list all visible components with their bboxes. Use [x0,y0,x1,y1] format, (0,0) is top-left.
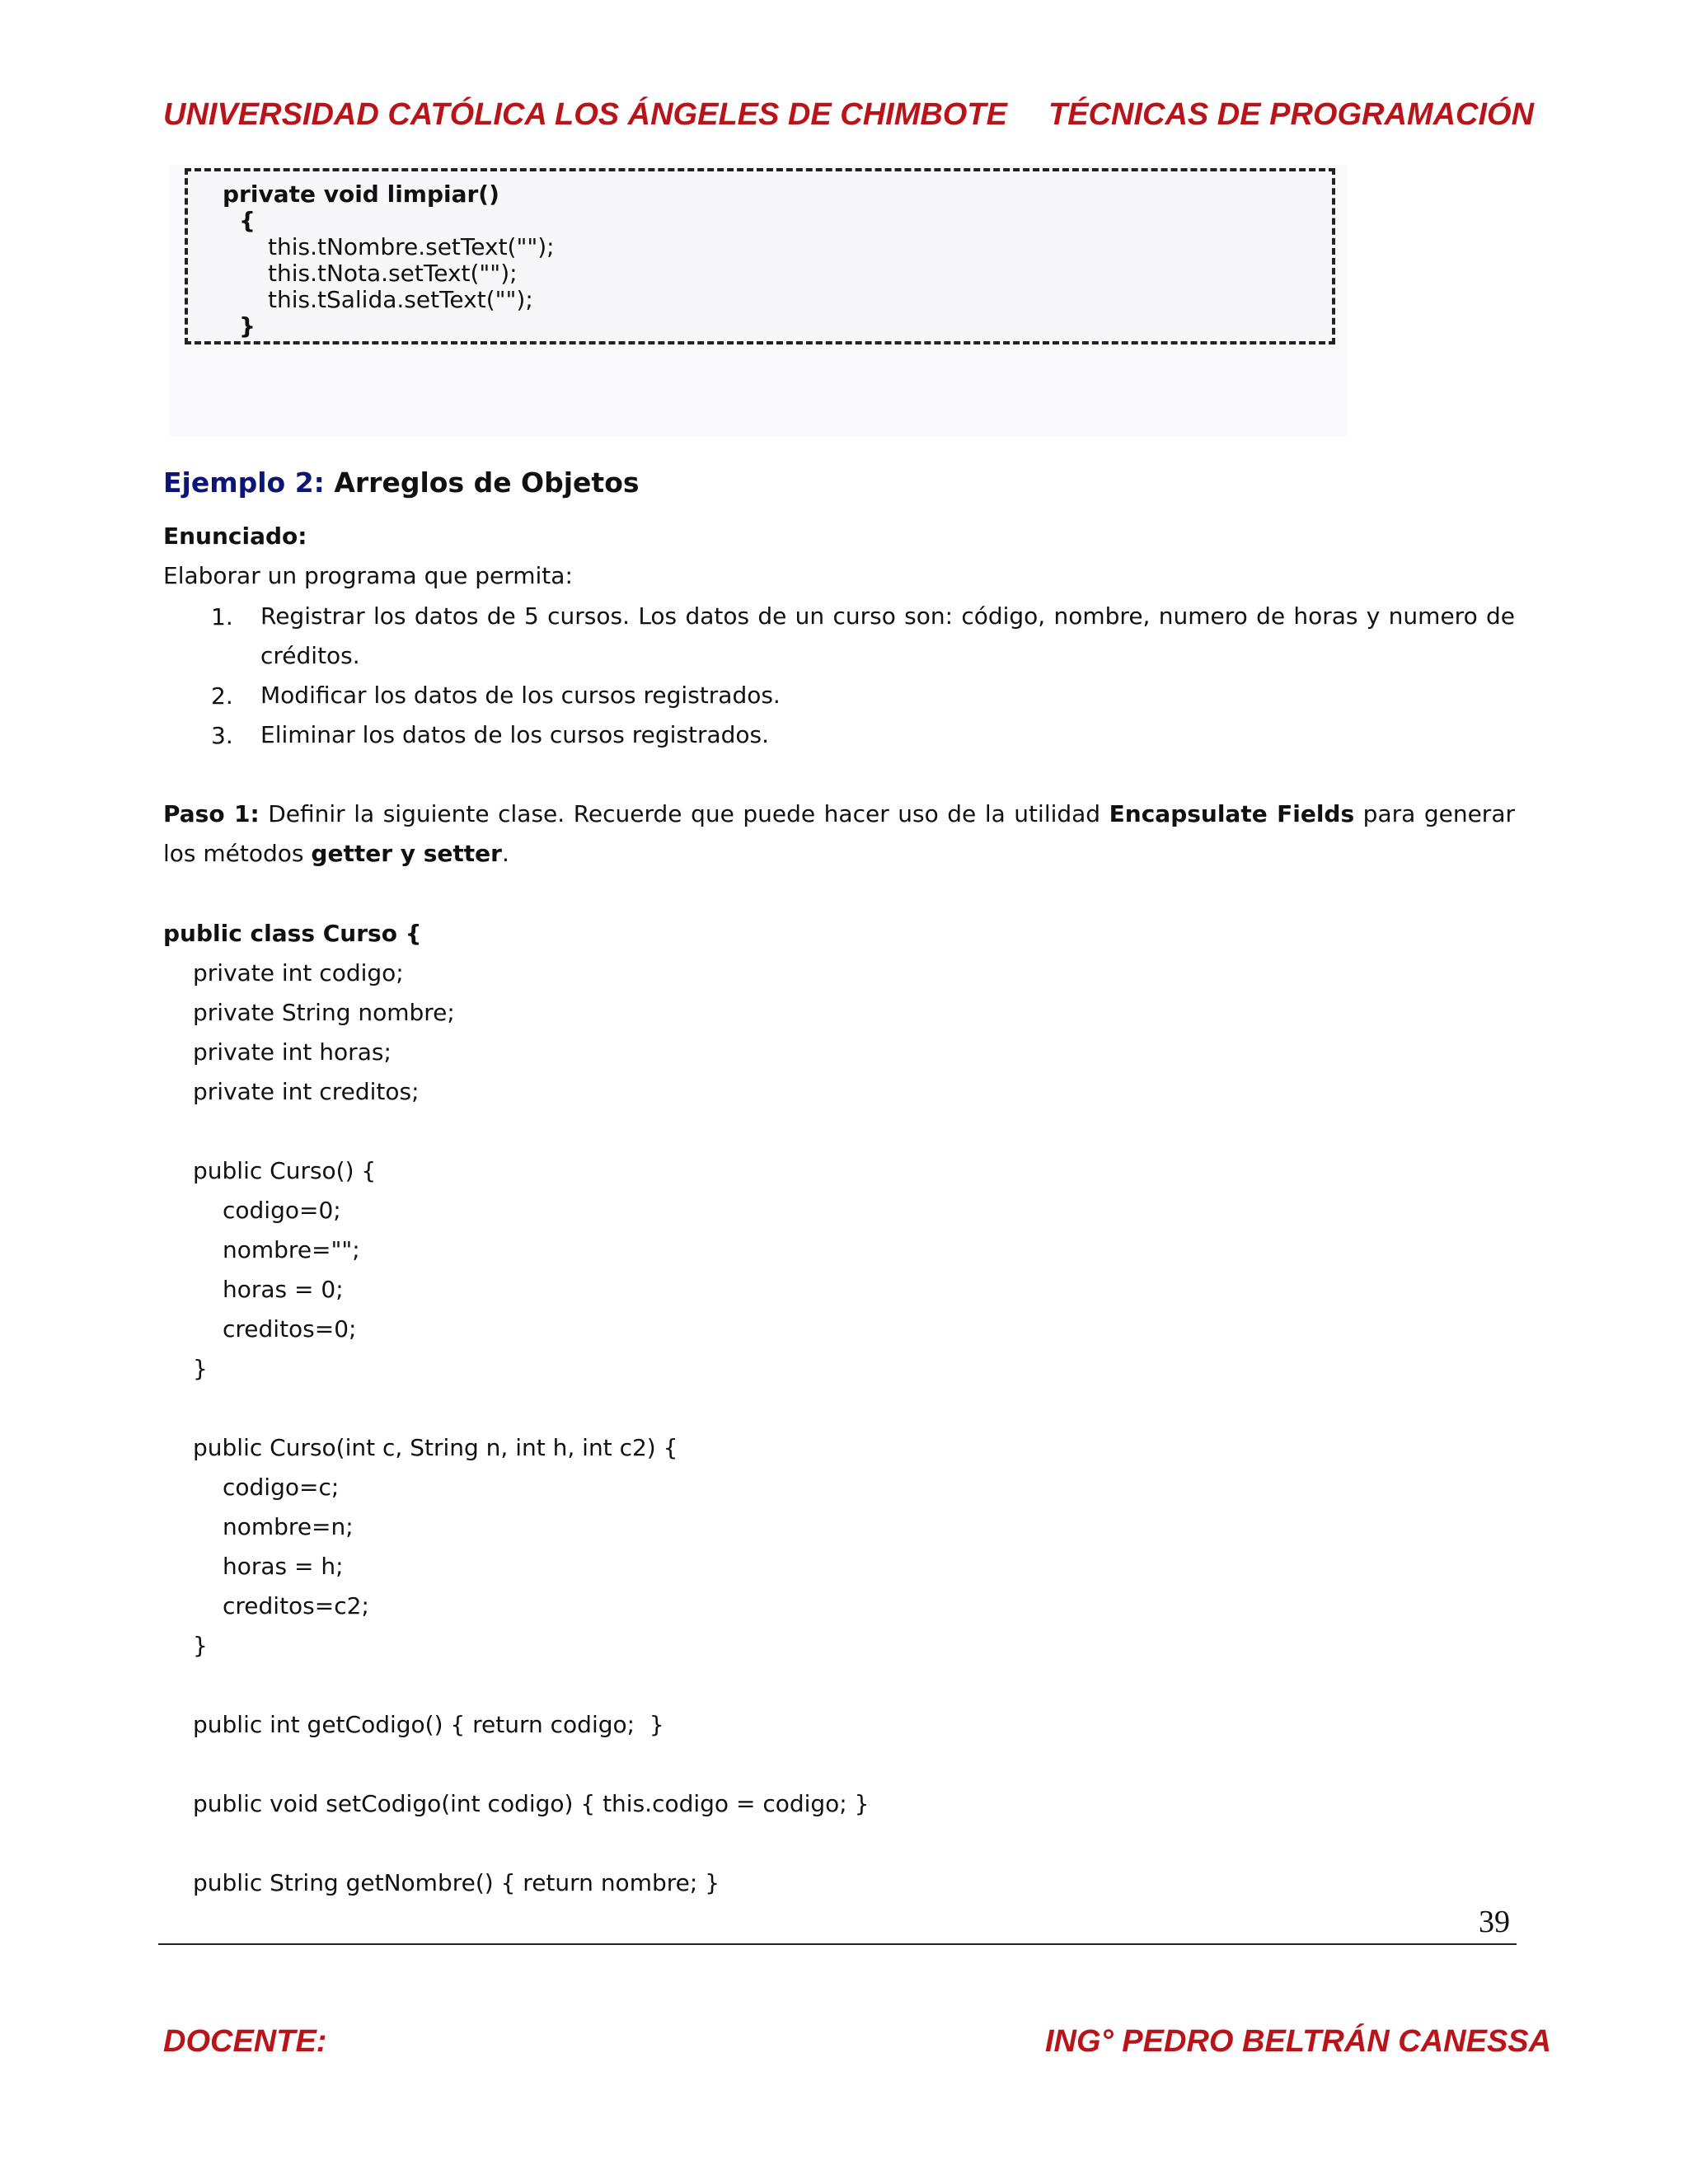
code-line: creditos=0; [223,1315,357,1343]
code-line: public void setCodigo(int codigo) { this.codigo = codigo; } [193,1790,870,1817]
paso-text: Definir la siguiente clase. Recuerde que puede hacer uso de la utilidad [259,800,1109,827]
code-line: private int horas; [193,1038,392,1066]
code-line: public String getNombre() { return nombre; } [193,1869,720,1896]
header-course: TÉCNICAS DE PROGRAMACIÓN [1048,97,1535,132]
code-box-line: private void limpiar() [223,180,499,208]
paso-bold-1: Encapsulate Fields [1109,800,1355,827]
code-line: private String nombre; [193,999,455,1026]
code-line: private int codigo; [193,959,404,987]
code-line: codigo=0; [223,1197,341,1224]
page-number: 39 [1479,1905,1510,1939]
paso-1-paragraph [163,794,1515,874]
code-line: horas = h; [223,1553,344,1580]
header-university: UNIVERSIDAD CATÓLICA LOS ÁNGELES DE CHIMBOTE [163,97,1007,132]
code-line: } [193,1355,208,1382]
code-line: horas = 0; [223,1276,344,1303]
title-prefix: Ejemplo 2: [163,466,325,499]
list-number: 1. [211,603,233,630]
enunciado-label: Enunciado: [163,523,307,550]
code-box-line: } [239,312,256,340]
code-box-line: this.tNombre.setText(""); [268,233,555,260]
list-item: Registrar los datos de 5 cursos. Los datos de un curso son: código, nombre, numero de horas y numero de créditos. [260,602,1515,669]
list-item: Modificar los datos de los cursos registrados. [260,682,781,709]
code-box-line: { [239,207,256,234]
code-line: private int creditos; [193,1078,420,1105]
code-line: } [193,1632,208,1659]
code-line: codigo=c; [223,1474,340,1501]
paso-bold-2: getter y setter [311,840,502,867]
code-line: public Curso() { [193,1157,377,1184]
list-item: Eliminar los datos de los cursos registrados. [260,721,770,748]
paso-text: para generar los métodos [163,800,1515,867]
paso-label: Paso 1: [163,800,260,827]
code-line: nombre=""; [223,1236,360,1263]
footer-rule [158,1943,1517,1945]
section-title [163,466,640,499]
code-box-line: this.tSalida.setText(""); [268,286,533,313]
enunciado-intro: Elaborar un programa que permita: [163,562,573,589]
code-line: public Curso(int c, String n, int h, int c2) { [193,1434,678,1461]
footer-label: DOCENTE: [163,2024,327,2059]
code-box-line: this.tNota.setText(""); [268,260,518,287]
code-line: creditos=c2; [223,1592,369,1619]
title-rest: Arreglos de Objetos [324,466,640,499]
paso-text: . [501,840,509,867]
list-number: 3. [211,722,233,749]
code-line: nombre=n; [223,1513,354,1540]
class-declaration: public class Curso { [163,920,422,947]
list-number: 2. [211,682,233,710]
footer-author: ING° PEDRO BELTRÁN CANESSA [1045,2024,1552,2059]
code-line: public int getCodigo() { return codigo; } [193,1711,664,1738]
